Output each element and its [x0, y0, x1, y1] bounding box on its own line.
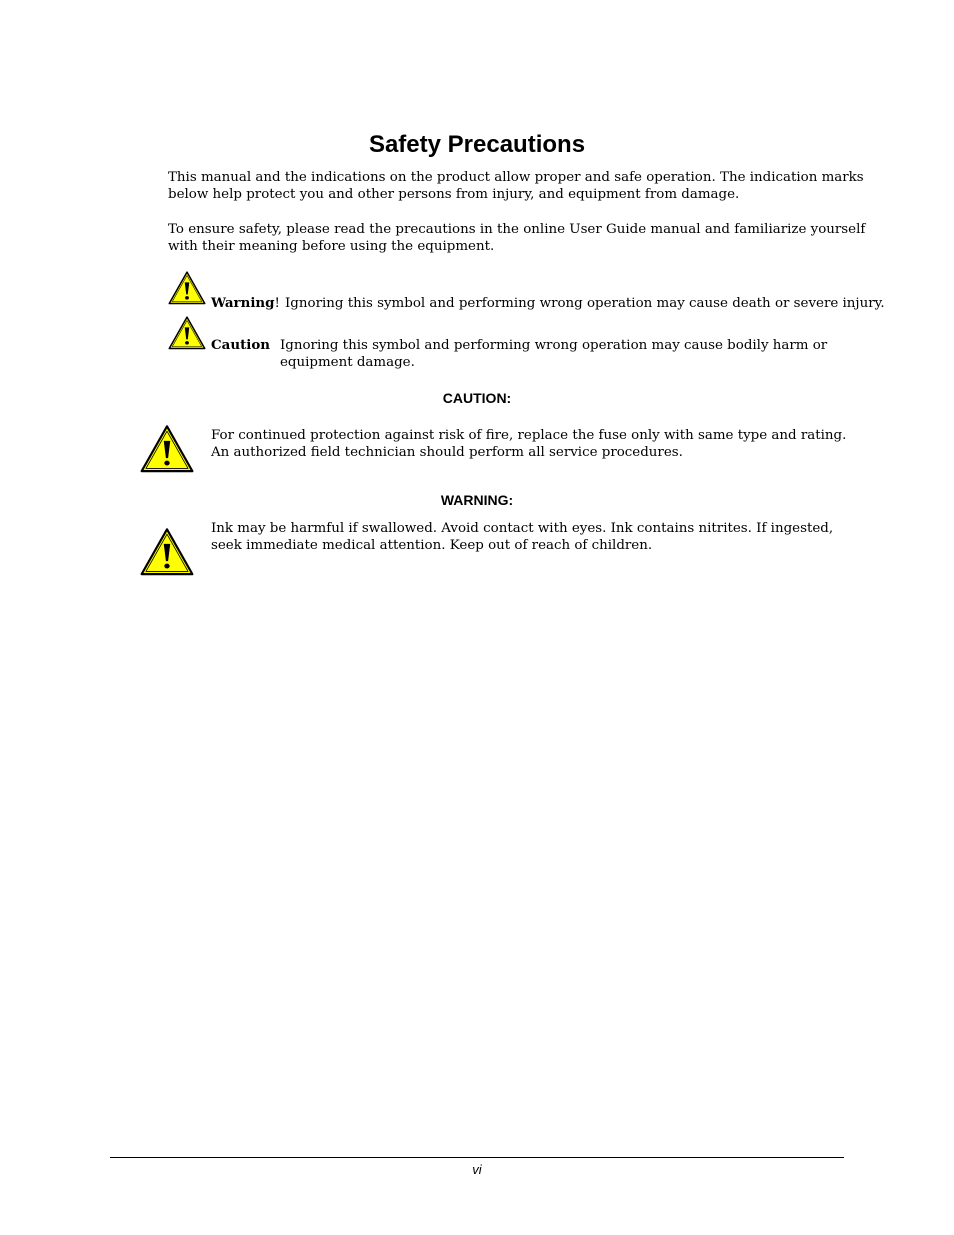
- caution-description: [280, 337, 827, 371]
- caution-label: Caution: [211, 337, 271, 353]
- warning-punct: !: [274, 296, 280, 311]
- caution-section-text: [211, 427, 846, 461]
- ensure-paragraph: [168, 221, 866, 255]
- caution-section-line-1: For continued protection against risk of fire, replace the fuse only with same type and rating.: [211, 428, 847, 443]
- warning-description: Ignoring this symbol and performing wrong operation may cause death or severe injury.: [285, 296, 885, 311]
- warning-section-text: [211, 520, 833, 554]
- warning-label: Warning: [211, 295, 275, 311]
- page-title: Safety Precautions: [368, 131, 586, 158]
- ensure-line-1: To ensure safety, please read the precautions in the online User Guide manual and familiarize yourself: [168, 222, 866, 237]
- warning-legend: [211, 292, 885, 312]
- warning-section-triangle-icon: [140, 527, 194, 577]
- intro-line-2: below help protect you and other persons from injury, and equipment from damage.: [168, 187, 740, 202]
- warning-triangle-icon: [168, 271, 206, 305]
- caution-description-line-1: Ignoring this symbol and performing wrong operation may cause bodily harm or: [280, 338, 828, 353]
- warning-section-line-2: seek immediate medical attention. Keep out of reach of children.: [211, 538, 653, 553]
- warning-section-line-1: Ink may be harmful if swallowed. Avoid contact with eyes. Ink contains nitrites. If ingested,: [211, 521, 834, 536]
- caution-heading: CAUTION:: [442, 390, 512, 406]
- caution-section-line-2: An authorized field technician should perform all service procedures.: [211, 445, 683, 460]
- ensure-line-2: with their meaning before using the equipment.: [168, 239, 495, 254]
- footer-rule: [110, 1157, 844, 1158]
- caution-section-triangle-icon: [140, 424, 194, 474]
- intro-paragraph: [168, 169, 864, 203]
- caution-description-line-2: equipment damage.: [280, 355, 415, 370]
- intro-line-1: This manual and the indications on the product allow proper and safe operation. The indication marks: [168, 170, 864, 185]
- page-number: vi: [472, 1162, 482, 1177]
- warning-heading: WARNING:: [440, 492, 514, 508]
- caution-triangle-icon: [168, 316, 206, 350]
